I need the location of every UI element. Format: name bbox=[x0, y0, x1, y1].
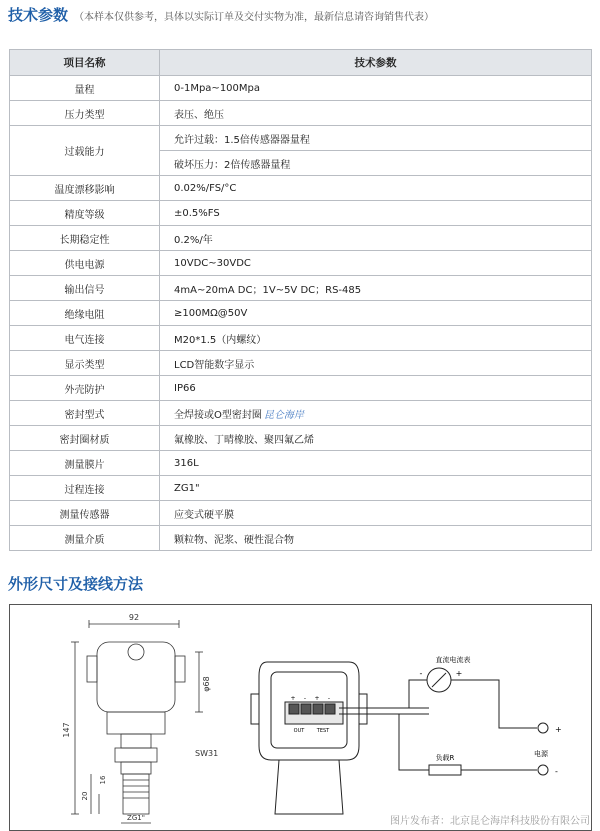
param-value-cell bbox=[160, 126, 592, 151]
spec-note: （本样本仅供参考，具体以实际订单及交付实物为准，最新信息请咨询销售代表） bbox=[74, 12, 435, 23]
param-value-text: 0.2%/年 bbox=[174, 234, 213, 246]
table-row bbox=[10, 76, 592, 101]
spec-header bbox=[8, 4, 434, 28]
table-row bbox=[10, 126, 592, 151]
param-name-cell: 精度等级 bbox=[10, 201, 160, 226]
param-value-cell bbox=[160, 526, 592, 551]
table-row bbox=[10, 226, 592, 251]
table-row bbox=[10, 201, 592, 226]
param-value-text: 0-1Mpa~100Mpa bbox=[174, 82, 261, 94]
dim-diameter-label: φ68 bbox=[202, 676, 211, 692]
param-value-cell bbox=[160, 276, 592, 301]
dimension-wiring-drawing bbox=[9, 604, 592, 831]
param-name-cell: 测量介质 bbox=[10, 526, 160, 551]
terminal-out-label: OUT bbox=[293, 728, 305, 734]
param-value-text: 破坏压力：2倍传感器量程 bbox=[174, 159, 291, 171]
col-name-header: 项目名称 bbox=[10, 50, 160, 76]
param-name-cell: 长期稳定性 bbox=[10, 226, 160, 251]
param-value-text: 应变式硬平膜 bbox=[174, 509, 234, 521]
table-row bbox=[10, 526, 592, 551]
table-row bbox=[10, 351, 592, 376]
param-value-cell bbox=[160, 201, 592, 226]
table-header-row bbox=[10, 50, 592, 76]
terminal-minus-2: - bbox=[327, 695, 331, 702]
param-value-text: ±0.5%FS bbox=[174, 207, 220, 219]
param-name-cell: 过程连接 bbox=[10, 476, 160, 501]
param-name-cell: 测量膜片 bbox=[10, 451, 160, 476]
param-value-text: 全焊接或O型密封圈 bbox=[174, 409, 262, 421]
param-value-text: 0.02%/FS/°C bbox=[174, 182, 237, 194]
spec-table bbox=[9, 49, 592, 551]
table-row bbox=[10, 276, 592, 301]
param-value-text: 4mA~20mA DC；1V~5V DC；RS-485 bbox=[174, 284, 362, 296]
dim-16-label: 16 bbox=[99, 775, 107, 785]
dim-20-label: 20 bbox=[81, 791, 89, 801]
param-name-cell: 压力类型 bbox=[10, 101, 160, 126]
param-name-cell: 绝缘电阻 bbox=[10, 301, 160, 326]
dim-height-label: 147 bbox=[62, 722, 71, 738]
param-value-text: 颗粒物、泥浆、硬性混合物 bbox=[174, 534, 294, 546]
param-name-cell: 显示类型 bbox=[10, 351, 160, 376]
power-plus: + bbox=[555, 725, 562, 734]
dim-width-label: 92 bbox=[128, 613, 140, 622]
param-value-text: IP66 bbox=[174, 382, 196, 394]
power-label: 电源 bbox=[534, 750, 548, 758]
param-value-cell bbox=[160, 501, 592, 526]
table-row bbox=[10, 501, 592, 526]
param-value-text: 氟橡胶、丁晴橡胶、聚四氟乙烯 bbox=[174, 434, 314, 446]
table-row bbox=[10, 376, 592, 401]
dim-wrench-label: SW31 bbox=[195, 749, 219, 758]
param-value-text: ≥100MΩ@50V bbox=[174, 307, 248, 319]
param-value-cell bbox=[160, 101, 592, 126]
table-row bbox=[10, 476, 592, 501]
dimension-section-title: 外形尺寸及接线方法 bbox=[8, 575, 144, 593]
param-value-text: ZG1" bbox=[174, 482, 200, 494]
terminal-test-label: TEST bbox=[316, 728, 330, 734]
col-value-header: 技术参数 bbox=[160, 50, 592, 76]
param-value-cell bbox=[160, 301, 592, 326]
param-value-text: M20*1.5（内螺纹） bbox=[174, 334, 267, 346]
image-credit: 图片发布者：北京昆仑海岸科技股份有限公司 bbox=[390, 816, 590, 827]
param-value-cell bbox=[160, 326, 592, 351]
spec-title: 技术参数 bbox=[8, 6, 69, 24]
param-value-cell bbox=[160, 426, 592, 451]
param-name-cell: 温度漂移影响 bbox=[10, 176, 160, 201]
param-value-text: 10VDC~30VDC bbox=[174, 257, 251, 269]
param-value-cell bbox=[160, 351, 592, 376]
param-value-cell bbox=[160, 251, 592, 276]
param-value-text: 允许过载：1.5倍传感器器量程 bbox=[174, 134, 310, 146]
table-row bbox=[10, 326, 592, 351]
param-name-cell: 过载能力 bbox=[10, 126, 160, 176]
ammeter-label: 直流电流表 bbox=[435, 656, 471, 664]
param-value-cell bbox=[160, 176, 592, 201]
table-row bbox=[10, 426, 592, 451]
ammeter-minus: - bbox=[419, 669, 423, 678]
param-value-cell bbox=[160, 226, 592, 251]
param-name-cell: 输出信号 bbox=[10, 276, 160, 301]
param-value-text: 316L bbox=[174, 457, 199, 469]
param-value-cell bbox=[160, 76, 592, 101]
param-value-text: LCD智能数字显示 bbox=[174, 359, 255, 371]
param-name-cell: 测量传感器 bbox=[10, 501, 160, 526]
param-value-cell bbox=[160, 376, 592, 401]
watermark-logo: 昆仑海岸 bbox=[263, 409, 304, 421]
table-row bbox=[10, 301, 592, 326]
power-minus: - bbox=[555, 767, 558, 776]
param-value-text: 表压、绝压 bbox=[174, 109, 224, 121]
table-row bbox=[10, 101, 592, 126]
param-name-cell: 供电电源 bbox=[10, 251, 160, 276]
param-value-cell bbox=[160, 401, 592, 426]
param-value-cell bbox=[160, 476, 592, 501]
table-row bbox=[10, 451, 592, 476]
terminal-minus-1: - bbox=[303, 695, 307, 702]
spec-table-body bbox=[10, 76, 592, 551]
param-name-cell: 电气连接 bbox=[10, 326, 160, 351]
param-name-cell: 外壳防护 bbox=[10, 376, 160, 401]
param-name-cell: 量程 bbox=[10, 76, 160, 101]
terminal-plus-1: + bbox=[290, 695, 296, 702]
param-name-cell: 密封型式 bbox=[10, 401, 160, 426]
table-row bbox=[10, 401, 592, 426]
dim-thread-label: ZG1" bbox=[127, 814, 145, 822]
terminal-plus-2: + bbox=[314, 695, 320, 702]
ammeter-plus: + bbox=[455, 669, 463, 678]
table-row bbox=[10, 176, 592, 201]
param-value-cell bbox=[160, 151, 592, 176]
load-label: 负载R bbox=[435, 754, 455, 762]
param-value-cell bbox=[160, 451, 592, 476]
table-row bbox=[10, 251, 592, 276]
param-name-cell: 密封圈材质 bbox=[10, 426, 160, 451]
